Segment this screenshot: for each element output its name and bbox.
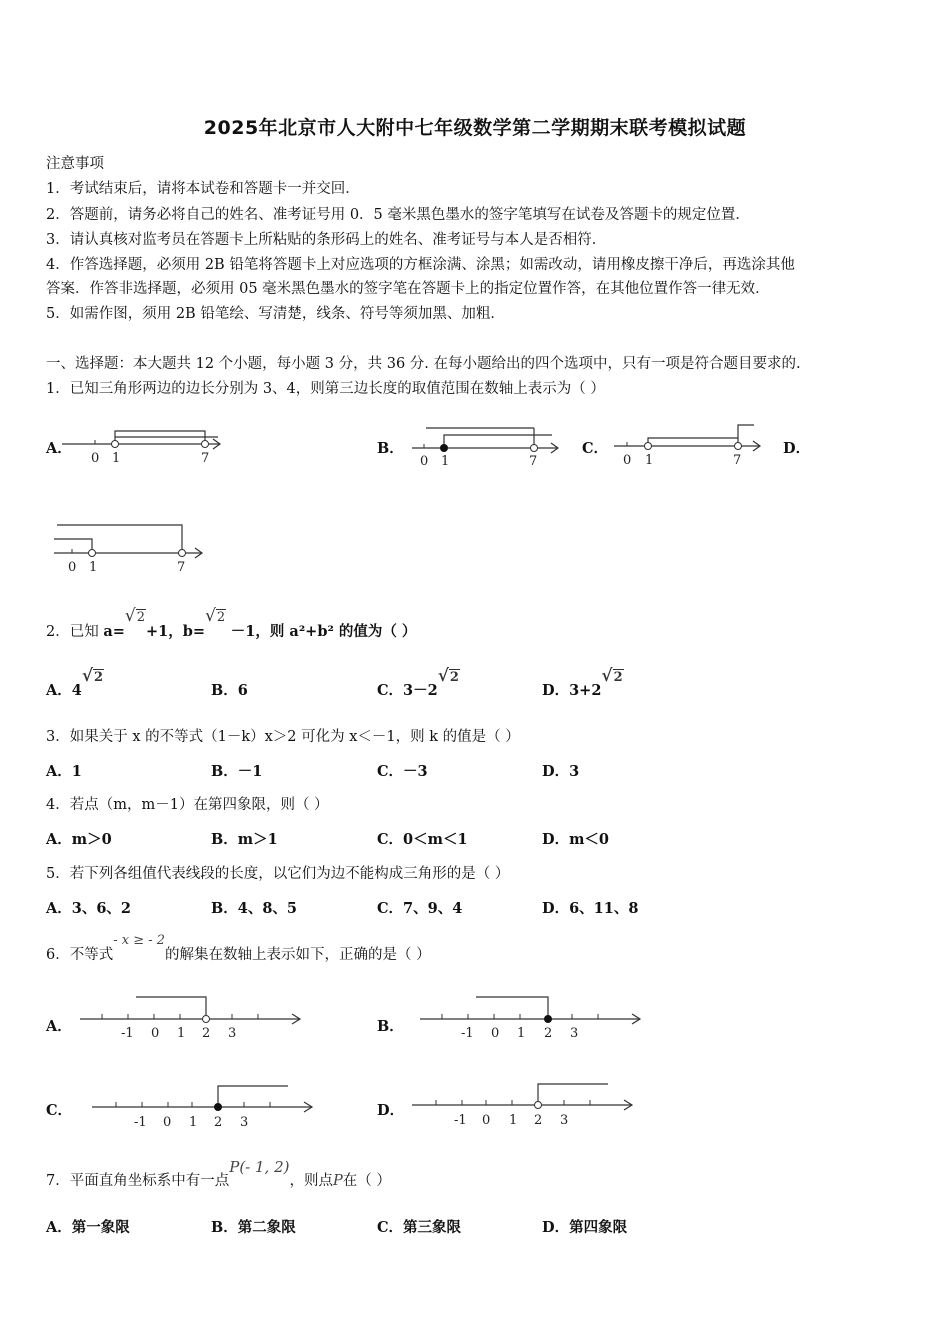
- q1-option-d-label: D．: [783, 440, 811, 457]
- tick-label: 1: [517, 1026, 526, 1041]
- q6-option-d-label: D．: [377, 1102, 405, 1119]
- question-7-stem: 7．平面直角坐标系中有一点P(- 1, 2)，则点P在（ ）: [46, 1158, 391, 1189]
- notice-item: 3．请认真核对监考员在答题卡上所粘贴的条形码上的姓名、准考证号与本人是否相符．: [46, 232, 607, 248]
- q2-option-d: D．3+2√2: [542, 666, 623, 699]
- tick-label: -1: [134, 1115, 147, 1130]
- tick-label: 2: [544, 1026, 553, 1041]
- tick-label: -1: [121, 1026, 134, 1041]
- q7-option-d: D．第四象限: [542, 1219, 628, 1236]
- question-6-stem: 6．不等式- x ≥ - 2的解集在数轴上表示如下，正确的是（ ）: [46, 933, 431, 963]
- tick-label: 2: [214, 1115, 223, 1130]
- tick-label: 0: [623, 453, 632, 468]
- q1-number-line-c: [612, 420, 772, 470]
- sqrt-2: √2: [437, 666, 459, 686]
- question-3-stem: 3．如果关于 x 的不等式（1－k）x＞2 可化为 x＜－1，则 k 的值是（ ）: [46, 729, 520, 745]
- page-title: 2025年北京市人大附中七年级数学第二学期期末联考模拟试题: [203, 117, 747, 139]
- q6-option-b-label: B．: [377, 1018, 404, 1035]
- q6-number-line-a: [78, 993, 308, 1045]
- tick-label: 2: [202, 1026, 211, 1041]
- tick-label: 1: [89, 560, 98, 575]
- question-4-stem: 4．若点（m，m－1）在第四象限，则（ ）: [46, 797, 329, 813]
- tick-label: 3: [240, 1115, 249, 1130]
- tick-label: 1: [112, 451, 121, 466]
- tick-label: 3: [228, 1026, 237, 1041]
- notice-item: 5．如需作图，须用 2B 铅笔绘、写清楚，线条、符号等须加黑、加粗．: [46, 306, 505, 322]
- sqrt-2: √2: [205, 606, 226, 626]
- q3-option-a: A．1: [46, 763, 82, 780]
- tick-label: 0: [163, 1115, 172, 1130]
- notice-item: 答案．作答非选择题，必须用 05 毫米黑色墨水的签字笔在答题卡上的指定位置作答，在其他位置作答一律无效．: [46, 281, 770, 297]
- tick-label: 1: [189, 1115, 198, 1130]
- tick-label: 1: [441, 454, 450, 469]
- notice-item: 1．考试结束后，请将本试卷和答题卡一并交回．: [46, 181, 360, 197]
- tick-label: 7: [733, 453, 742, 468]
- q6-number-line-c: [90, 1077, 320, 1133]
- q7-option-b: B．第二象限: [211, 1219, 296, 1236]
- tick-label: 1: [509, 1113, 518, 1128]
- point-p: P(- 1, 2): [229, 1158, 290, 1176]
- section-heading: 一、选择题：本大题共 12 个小题，每小题 3 分，共 36 分. 在每小题给出的四个选项中，只有一项是符合题目要求的.: [46, 356, 801, 372]
- q1-number-line-d: [52, 515, 222, 575]
- q7-option-c: C．第三象限: [377, 1219, 462, 1236]
- notice-heading: 注意事项: [46, 156, 104, 172]
- tick-label: 0: [151, 1026, 160, 1041]
- q1-number-line-b: [410, 420, 570, 470]
- tick-label: 2: [534, 1113, 543, 1128]
- question-1-stem: 1．已知三角形两边的边长分别为 3、4，则第三边长度的取值范围在数轴上表示为（ ）: [46, 381, 605, 397]
- q1-option-a-label: A．: [46, 440, 72, 457]
- q3-option-d: D．3: [542, 763, 580, 780]
- q4-option-d: D．m＜0: [542, 831, 610, 848]
- tick-label: 1: [645, 453, 654, 468]
- question-5-stem: 5．若下列各组值代表线段的长度，以它们为边不能构成三角形的是（ ）: [46, 866, 510, 882]
- q2-option-a: A．4√2: [46, 666, 104, 699]
- q1-option-b-label: B．: [377, 440, 404, 457]
- tick-label: 0: [68, 560, 77, 575]
- sqrt-2: √2: [81, 666, 104, 686]
- tick-label: 0: [91, 451, 100, 466]
- notice-item: 4．作答选择题，必须用 2B 铅笔将答题卡上对应选项的方框涂满、涂黑；如需改动，请用橡皮擦干净后，再选涂其他: [46, 257, 795, 273]
- tick-label: 3: [560, 1113, 569, 1128]
- q6-number-line-d: [410, 1077, 640, 1131]
- q5-option-d: D．6、11、8: [542, 900, 639, 917]
- q5-option-a: A．3、6、2: [46, 900, 132, 917]
- tick-label: 7: [201, 451, 210, 466]
- q4-option-b: B．m＞1: [211, 831, 278, 848]
- q6-option-c-label: C．: [46, 1102, 73, 1119]
- q6-option-a-label: A．: [46, 1018, 72, 1035]
- q3-option-c: C．－3: [377, 763, 428, 780]
- tick-label: -1: [461, 1026, 474, 1041]
- q1-option-c-label: C．: [582, 440, 609, 457]
- q5-option-c: C．7、9、4: [377, 900, 463, 917]
- sqrt-2: √2: [601, 666, 623, 686]
- tick-label: 0: [420, 454, 429, 469]
- tick-label: 0: [491, 1026, 500, 1041]
- tick-label: 7: [177, 560, 186, 575]
- q2-option-c: C．3－2√2: [377, 666, 459, 699]
- tick-label: 1: [177, 1026, 186, 1041]
- tick-label: -1: [454, 1113, 467, 1128]
- q6-number-line-b: [418, 993, 648, 1045]
- question-2-stem: 2．已知 a=√2+1，b=√2 －1，则 a²+b² 的值为（ ）: [46, 606, 417, 640]
- notice-item: 2．答题前，请务必将自己的姓名、准考证号用 0．5 毫米黑色墨水的签字笔填写在试卷及答题卡的规定位置．: [46, 207, 750, 223]
- q1-number-line-a: [60, 420, 240, 470]
- q7-option-a: A．第一象限: [46, 1219, 130, 1236]
- inequality: - x ≥ - 2: [113, 933, 166, 948]
- q4-option-a: A．m＞0: [46, 831, 112, 848]
- q3-option-b: B．－1: [211, 763, 263, 780]
- tick-label: 0: [482, 1113, 491, 1128]
- tick-label: 3: [570, 1026, 579, 1041]
- q5-option-b: B．4、8、5: [211, 900, 298, 917]
- sqrt-2: √2: [124, 606, 146, 626]
- tick-label: 7: [529, 454, 538, 469]
- q2-option-b: B．6: [211, 682, 248, 699]
- q4-option-c: C．0＜m＜1: [377, 831, 468, 848]
